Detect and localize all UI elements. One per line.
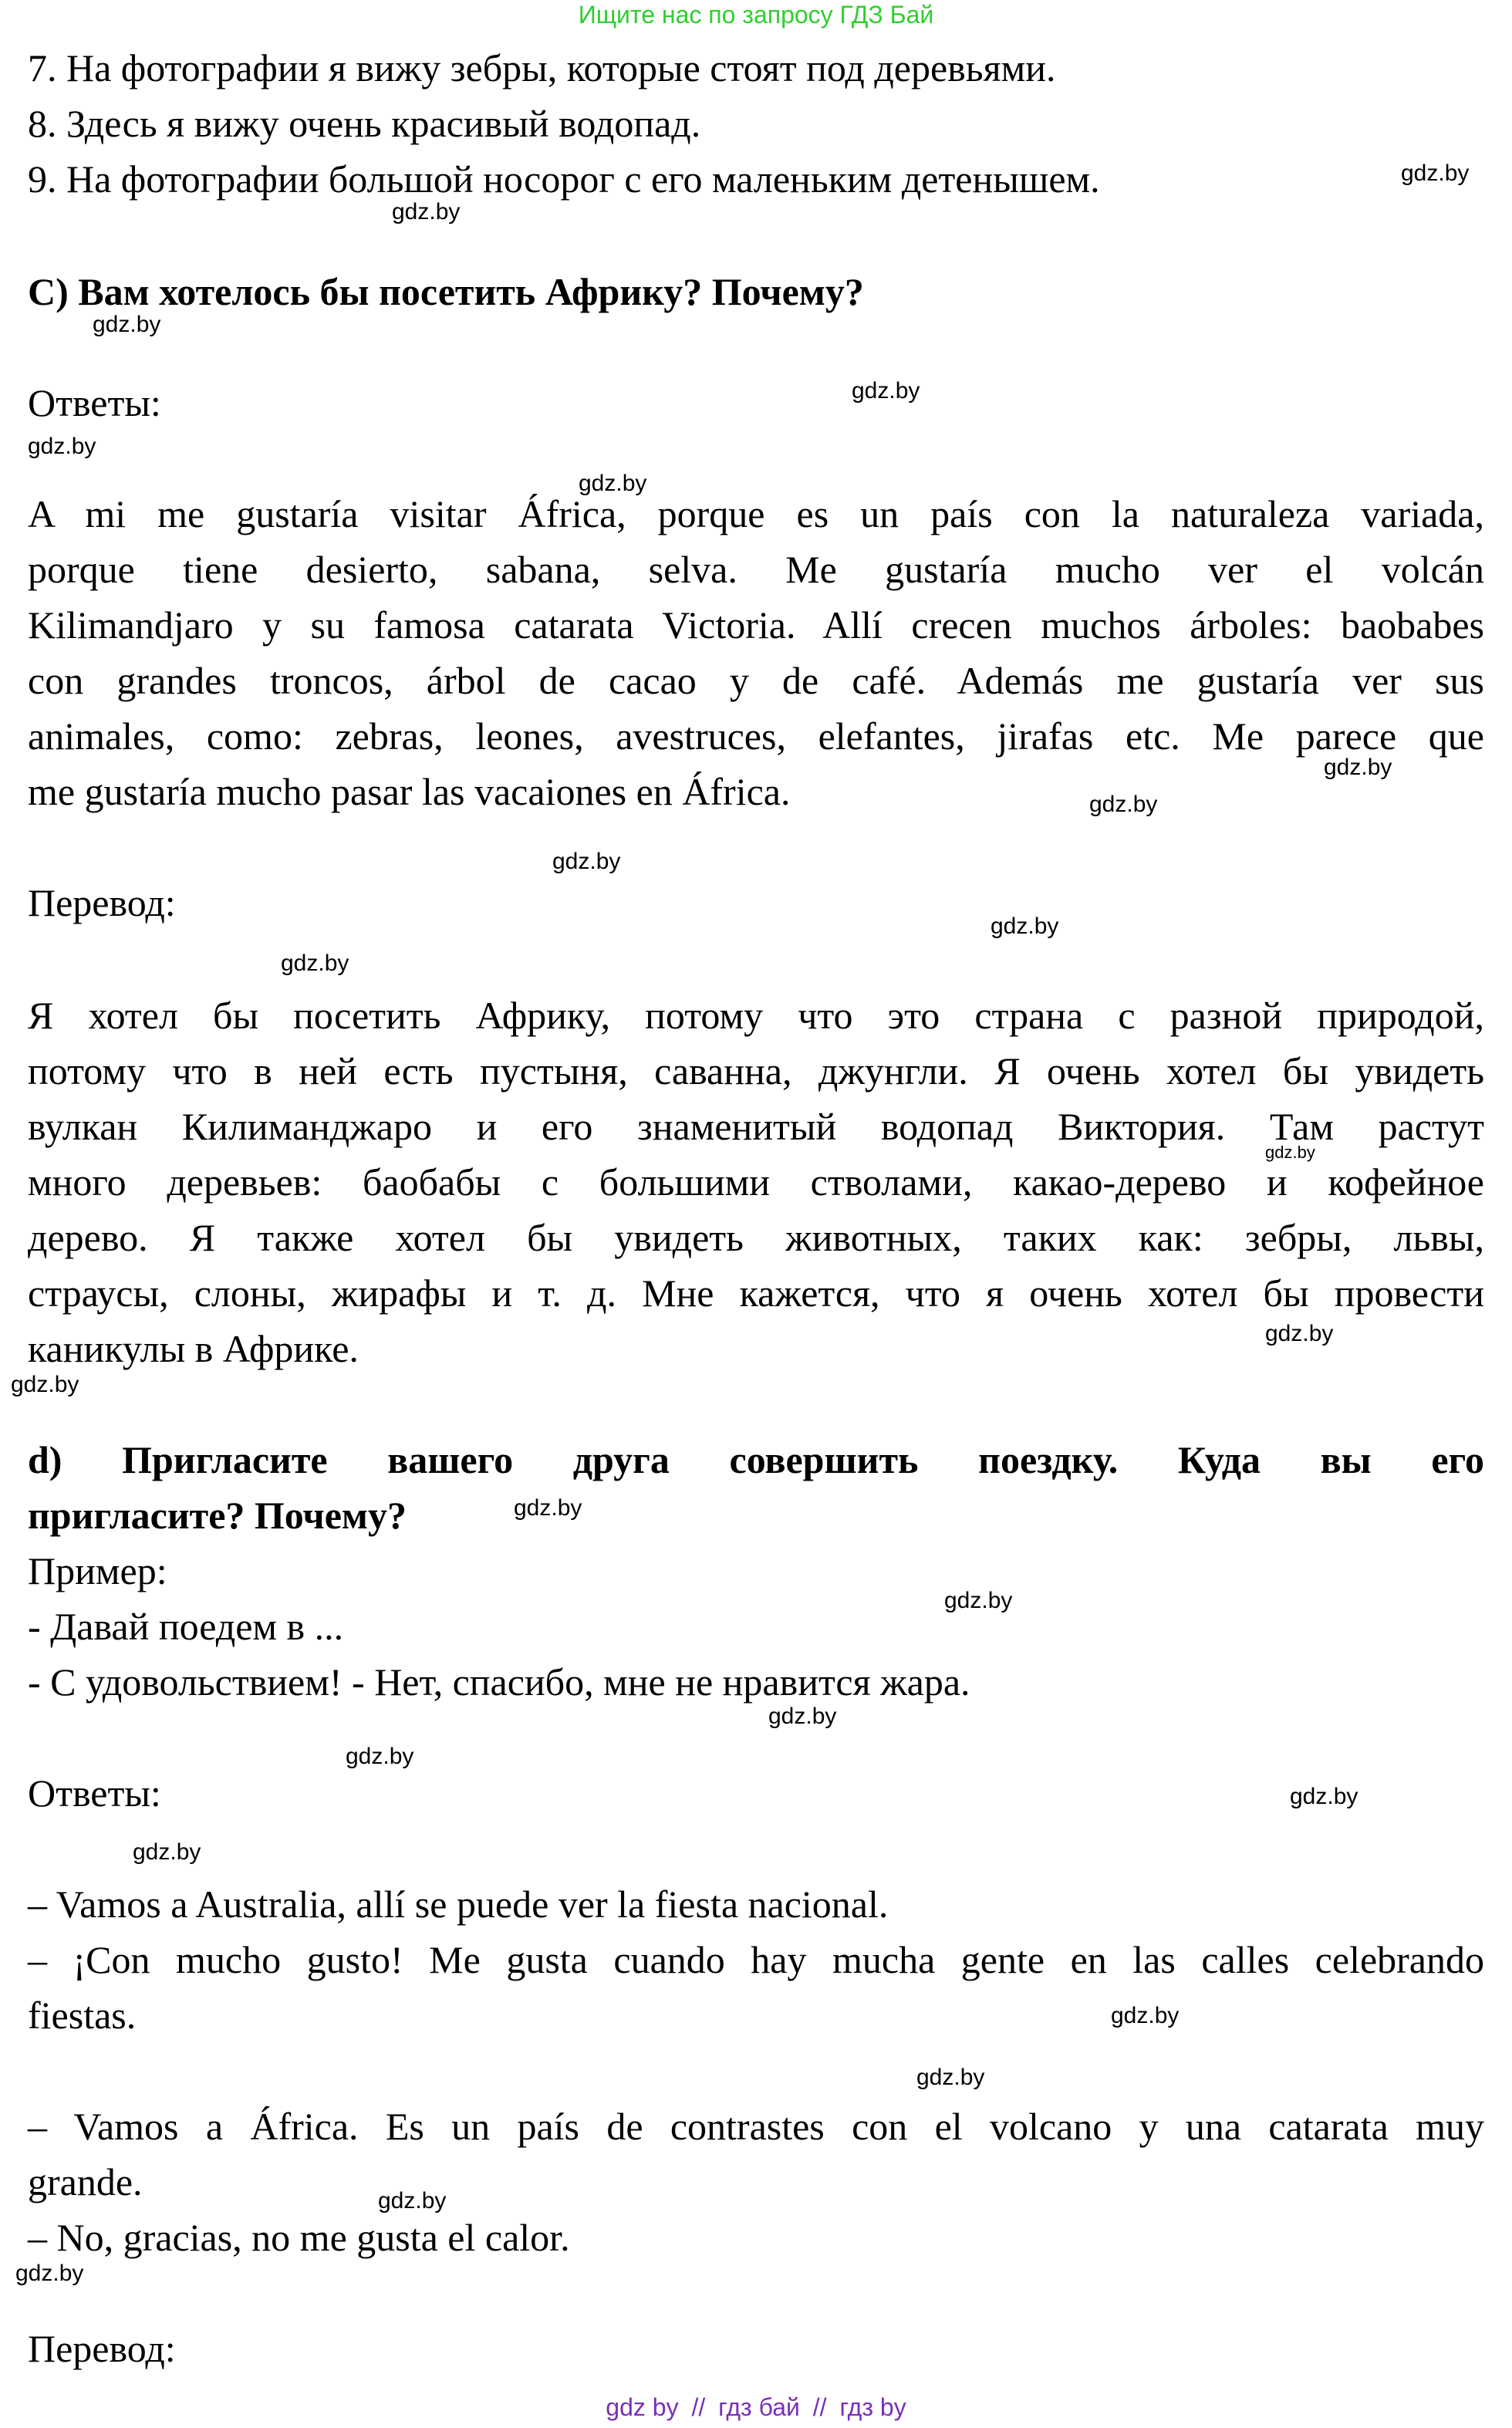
watermark: gdz.by: [1290, 1784, 1358, 1809]
watermark: gdz.by: [1265, 1321, 1334, 1346]
top-banner: Ищите нас по запросу ГДЗ Бай: [578, 1, 934, 29]
list-item: 8. Здесь я вижу очень красивый водопад.: [28, 102, 701, 145]
section-c-translation-label: Перевод:: [28, 881, 176, 924]
watermark: gdz.by: [392, 199, 461, 225]
list-item: 7. На фотографии я вижу зебры, которые стоят под деревьями.: [28, 46, 1056, 89]
section-d-question: пригласите? Почему?: [28, 1494, 407, 1537]
watermark: gdz.by: [579, 471, 647, 496]
footer-separator: //: [691, 2393, 706, 2421]
watermark: gdz.by: [378, 2188, 447, 2214]
watermark: gdz.by: [281, 951, 349, 976]
spanish-answer-line: con grandes troncos, árbol de cacao y de café. Además me gustaría ver sus: [28, 659, 1484, 702]
footer-link-gdz-bai[interactable]: гдз бай: [718, 2393, 800, 2421]
spanish-answer-line: me gustaría mucho pasar las vacaiones en África.: [28, 770, 791, 813]
section-d-question: d) Пригласите вашего друга совершить поездку. Куда вы его: [28, 1438, 1484, 1481]
section-d-translation-label: Перевод:: [28, 2327, 176, 2370]
dialog-line: – No, gracias, no me gusta el calor.: [28, 2216, 570, 2259]
dialog-line: fiestas.: [28, 1994, 137, 2037]
russian-translation-line: страусы, слоны, жирафы и т. д. Мне кажется, что я очень хотел бы провести: [28, 1271, 1484, 1315]
watermark: gdz.by: [1324, 755, 1392, 780]
dialog-line: – Vamos a África. Es un país de contrastes con el volcano y una catarata muy: [28, 2105, 1484, 2148]
russian-translation-line: Я хотел бы посетить Африку, потому что это страна с разной природой,: [28, 994, 1484, 1037]
dialog-line: – ¡Con mucho gusto! Me gusta cuando hay mucha gente en las calles celebrando: [28, 1938, 1484, 1981]
dialog-line: – Vamos a Australia, allí se puede ver la fiesta nacional.: [28, 1883, 889, 1926]
section-d-answers-label: Ответы:: [28, 1771, 161, 1815]
footer-links: [0, 2392, 1512, 2423]
watermark: gdz.by: [1089, 792, 1158, 817]
watermark: gdz.by: [852, 378, 920, 404]
russian-translation-line: дерево. Я также хотел бы увидеть животных, таких как: зебры, львы,: [28, 1216, 1484, 1259]
watermark: gdz.by: [1265, 1143, 1315, 1162]
watermark: gdz.by: [346, 1744, 414, 1769]
russian-translation-line: каникулы в Африке.: [28, 1327, 359, 1370]
watermark: gdz.by: [28, 434, 96, 459]
footer-link-gdz-by-cyr[interactable]: гдз by: [839, 2393, 906, 2421]
russian-translation-line: вулкан Килиманджаро и его знаменитый водопад Виктория. Там растут: [28, 1105, 1484, 1148]
spanish-answer-line: animales, como: zebras, leones, avestruces, elefantes, jirafas etc. Me parece que: [28, 714, 1484, 758]
watermark: gdz.by: [768, 1704, 837, 1729]
footer-link-gdz-by[interactable]: gdz by: [606, 2393, 679, 2421]
spanish-answer-line: porque tiene desierto, sabana, selva. Me gustaría mucho ver el volcán: [28, 548, 1484, 591]
dialog-line: grande.: [28, 2160, 143, 2203]
watermark: gdz.by: [133, 1839, 201, 1865]
watermark: gdz.by: [1111, 2003, 1180, 2028]
watermark: gdz.by: [991, 913, 1059, 939]
section-d-example-label: Пример:: [28, 1549, 167, 1592]
watermark: gdz.by: [514, 1495, 582, 1521]
watermark: gdz.by: [93, 312, 161, 337]
watermark: gdz.by: [916, 2065, 985, 2090]
section-c-answers-label: Ответы:: [28, 381, 161, 424]
russian-translation-line: потому что в ней есть пустыня, саванна, джунгли. Я очень хотел бы увидеть: [28, 1049, 1484, 1092]
watermark: gdz.by: [1401, 160, 1470, 186]
example-line: - С удовольствием! - Нет, спасибо, мне не нравится жара.: [28, 1660, 970, 1704]
watermark: gdz.by: [552, 849, 621, 874]
russian-translation-line: много деревьев: баобабы с большими стволами, какао-дерево и кофейное: [28, 1160, 1484, 1204]
section-c-question: C) Вам хотелось бы посетить Африку? Почему?: [28, 270, 864, 313]
spanish-answer-line: Kilimandjaro y su famosa catarata Victoria. Allí crecen muchos árboles: baobabes: [28, 603, 1484, 647]
list-item: 9. На фотографии большой носорог с его маленьким детенышем.: [28, 157, 1100, 201]
footer-separator: //: [812, 2393, 827, 2421]
watermark: gdz.by: [15, 2261, 84, 2286]
example-line: - Давай поедем в ...: [28, 1605, 344, 1648]
watermark: gdz.by: [944, 1588, 1013, 1613]
watermark: gdz.by: [11, 1372, 79, 1397]
spanish-answer-line: A mi me gustaría visitar Áfriсa, porque es un país con la naturaleza variada,: [28, 492, 1484, 535]
